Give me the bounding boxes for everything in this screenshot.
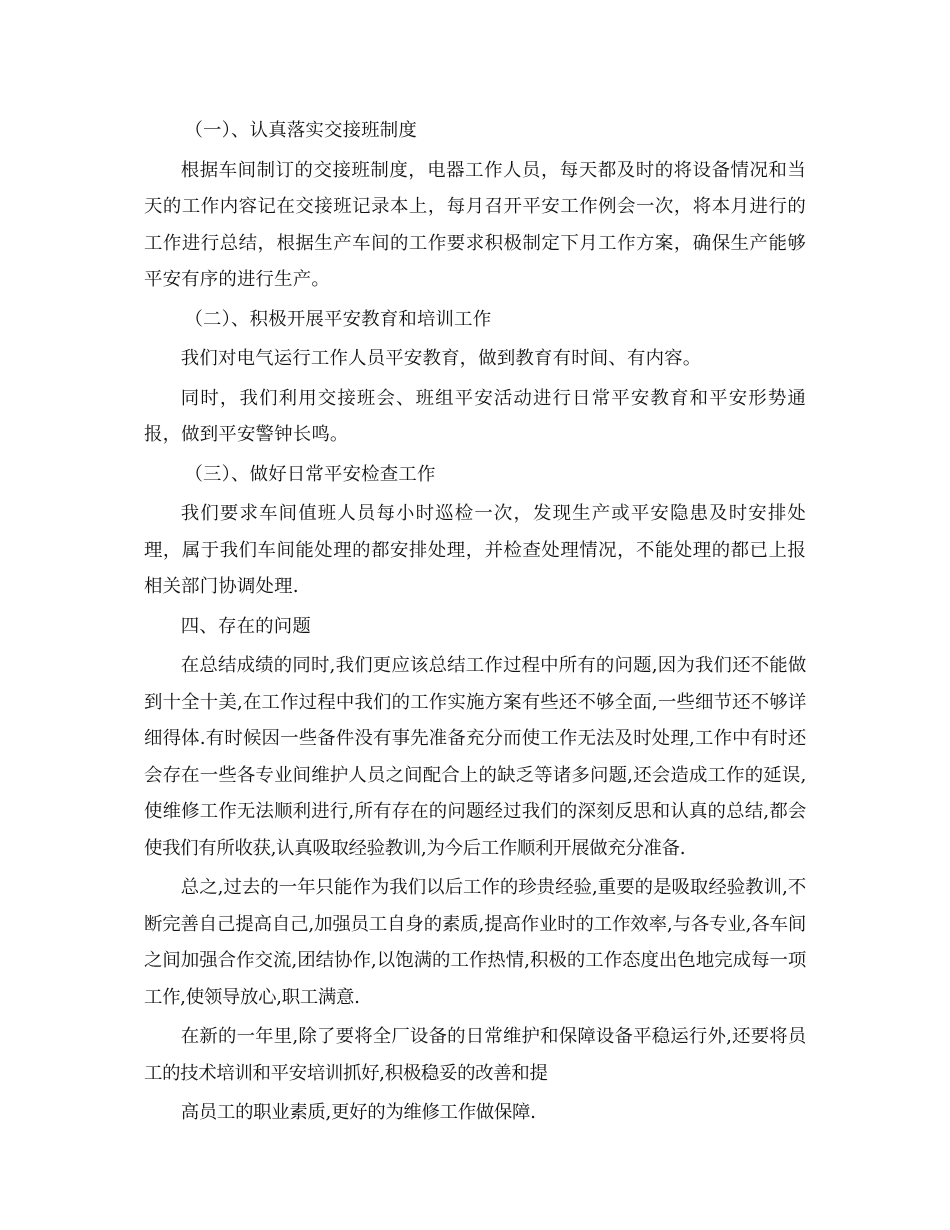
paragraph-handover-system: 根据车间制订的交接班制度，电器工作人员，每天都及时的将设备情况和当天的工作内容记在交接班记录本上，每月召开平安工作例会一次，将本月进行的工作进行总结，根据生产车间的工作要求积极制定下月工作方案，确保生产能够平安有序的进行生产。 xyxy=(144,159,806,290)
paragraph-summary: 总之,过去的一年只能作为我们以后工作的珍贵经验,重要的是吸取经验教训,不断完善自己提高自己,加强员工自身的素质,提高作业时的工作效率,与各专业,各车间之间加强合作交流,团结协作,以饱满的工作热情,积极的工作态度出色地完成每一项工作,使领导放心,职工满意. xyxy=(144,877,806,1008)
section-heading-3: （三）、做好日常平安检查工作 xyxy=(184,463,436,485)
paragraph-existing-problems: 在总结成绩的同时,我们更应该总结工作过程中所有的问题,因为我们还不能做到十全十美,在工作过程中我们的工作实施方案有些还不够全面,一些细节还不够详细得体.有时候因一些备件没有事先准备充分而使工作无法及时处理,工作中有时还会存在一些各专业间维护人员之间配合上的缺乏等诸多问题,还会造成工作的延误,使维修工作无法顺利进行,所有存在的问题经过我们的深刻反思和认真的总结,都会使我们有所收获,认真吸取经验教训,为今后工作顺利开展做充分准备. xyxy=(144,655,806,859)
section-heading-4: 四、存在的问题 xyxy=(180,615,311,637)
paragraph-safety-education: 我们对电气运行工作人员平安教育，做到教育有时间、有内容。 xyxy=(180,348,702,369)
paragraph-new-year-plan: 在新的一年里,除了要将全厂设备的日常维护和保障设备平稳运行外,还要将员工的技术培训和平安培训抓好,积极稳妥的改善和提 xyxy=(144,1026,806,1084)
section-heading-1: （一）、认真落实交接班制度 xyxy=(184,120,417,141)
section-heading-2: （二）、积极开展平安教育和培训工作 xyxy=(184,308,492,330)
paragraph-shift-meetings: 同时，我们利用交接班会、班组平安活动进行日常平安教育和平安形势通报，做到平安警钟长鸣。 xyxy=(144,387,806,445)
paragraph-safety-inspection: 我们要求车间值班人员每小时巡检一次，发现生产或平安隐患及时安排处理，属于我们车间能处理的都安排处理，并检查处理情况，不能处理的都已上报相关部门协调处理. xyxy=(144,503,806,597)
document-page xyxy=(144,113,806,1135)
paragraph-staff-quality: 高员工的职业素质,更好的为维修工作做保障. xyxy=(180,1102,536,1123)
